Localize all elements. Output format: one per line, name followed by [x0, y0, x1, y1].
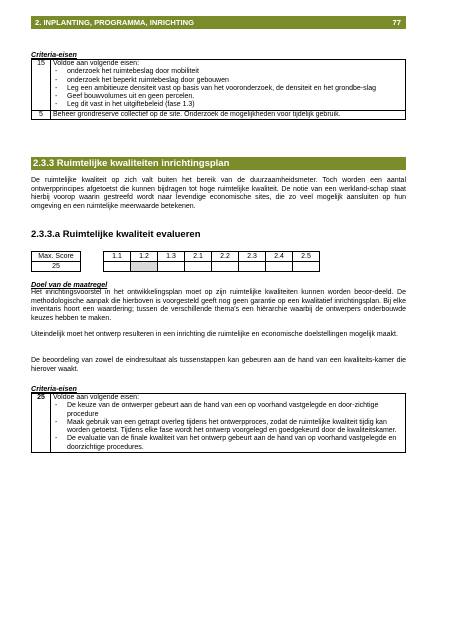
table-row: [32, 110, 406, 119]
max-score-label: Max. Score: [32, 252, 81, 262]
score-cell: [293, 262, 320, 272]
score-cell: [239, 262, 266, 272]
criteria-text: Beheer grondreserve collectief op de site. Onderzoek de mogelijkheden voor tijdelijk gebruik.: [51, 110, 406, 119]
table-row: [32, 394, 406, 453]
header-title: 2. INPLANTING, PROGRAMMA, INRICHTING: [35, 18, 195, 27]
page-number: 77: [392, 18, 401, 27]
list-item: - De keuze van de ontwerper gebeurt aan de hand van een op voorhand vastgelegde en door-zichtige procedure: [53, 402, 403, 419]
subsection-title: 2.3.3.a Ruimtelijke kwaliteit evalueren: [31, 229, 201, 240]
list-item: - Maak gebruik van een getrapt overleg tijdens het ontwerpproces, zodat de ruimtelijke kwaliteit tijdig kan worden getoetst. Tijdens elke fase wordt het ontwerp voorgelegd en goedgekeurd door de kwaliteitskamer.: [53, 419, 403, 436]
list-item: - onderzoek het beperkt ruimtebeslag door gebouwen: [53, 77, 403, 85]
section-paragraph: De ruimtelijke kwaliteit op zich valt buiten het bereik van de duurzaamheidsmeter. Toch worden een aantal ontwerpprincipes afgetoetst die kunnen bijdragen tot hoge ruimtelijke kwaliteit. De notie van een werkland-schap staat hierbij voorop waarin gestreefd wordt naar levendige economische sites, die zo veel mogelijk aansluiten op hun omgeving en een ruimtelijke meerwaarde betekenen.: [31, 177, 406, 210]
list-item: - De evaluatie van de finale kwaliteit van het ontwerp gebeurt aan de hand van op voorhand vastgelegde en doorzichtige procedures.: [53, 435, 403, 452]
score-col-header: 2.3: [239, 252, 266, 262]
criteria-list: [53, 68, 403, 109]
page-header: [31, 16, 406, 29]
score-col-header: 2.1: [185, 252, 212, 262]
score-col-header: 2.5: [293, 252, 320, 262]
score-col-header: 2.2: [212, 252, 239, 262]
score-col-header: 1.2: [131, 252, 158, 262]
doel-paragraph-1: Het inrichtingsvoorstel in het ontwikkelingsplan moet op zijn ruimtelijke kwaliteiten kunnen worden beoor-deeld. De methodologische aanpak die hierboven is voorgesteld geeft nog geen garantie op een kwalitatief inrichtingsplan. Bij elke inventaris hoort een waardering; tussen de verschillende thema's een hiërarchie waarbij de ontwerpers onderbouwde keuzes hebben te maken.: [31, 289, 406, 322]
doel-paragraph-2: Uiteindelijk moet het ontwerp resulteren in een inrichting die ruimtelijke en economische doelstellingen mogelijk maakt.: [31, 331, 398, 338]
criteria-number: 25: [32, 394, 51, 453]
criteria-heading-2: Criteria-eisen: [31, 384, 77, 393]
criteria-heading: Criteria-eisen: [31, 50, 77, 59]
criteria-table-2: [31, 393, 406, 453]
score-table: [31, 251, 320, 272]
score-cell: [185, 262, 212, 272]
criteria-table: [31, 59, 406, 120]
list-item: - Leg dit vast in het uitgiftebeleid (fase 1.3): [53, 101, 403, 109]
section-title-bar: [31, 157, 406, 170]
list-item: - onderzoek het ruimtebeslag door mobiliteit: [53, 68, 403, 76]
criteria-cell: [51, 60, 406, 111]
criteria-intro: Voldoe aan volgende eisen:: [53, 394, 140, 401]
score-col-header: 1.1: [104, 252, 131, 262]
max-score-value: 25: [32, 262, 81, 272]
criteria-list: [53, 402, 403, 452]
table-row: [32, 60, 406, 111]
doel-paragraph-3: De beoordeling van zowel de eindresultaat als tussenstappen kan gebeuren aan de hand van een kwaliteits-kamer die hierover waakt.: [31, 357, 406, 373]
score-cell: [212, 262, 239, 272]
list-item: - Leg een ambitieuze densiteit vast op basis van het vooronderzoek, de densiteit en het grondbe-slag: [53, 85, 403, 93]
criteria-cell: [51, 394, 406, 453]
table-row: [32, 262, 320, 272]
score-col-header: 1.3: [158, 252, 185, 262]
criteria-number: 15: [32, 60, 51, 111]
section-title: 2.3.3 Ruimtelijke kwaliteiten inrichtingsplan: [33, 158, 230, 169]
score-cell-selected: [131, 262, 158, 272]
criteria-number: 5: [32, 110, 51, 119]
score-cell: [104, 262, 131, 272]
criteria-intro: Voldoe aan volgende eisen:: [53, 60, 140, 67]
list-item: - Geef bouwvolumes uit en geen percelen.: [53, 93, 403, 101]
score-cell: [266, 262, 293, 272]
score-col-header: 2.4: [266, 252, 293, 262]
doel-heading: Doel van de maatregel: [31, 280, 108, 289]
score-cell: [158, 262, 185, 272]
table-row: [32, 252, 320, 262]
